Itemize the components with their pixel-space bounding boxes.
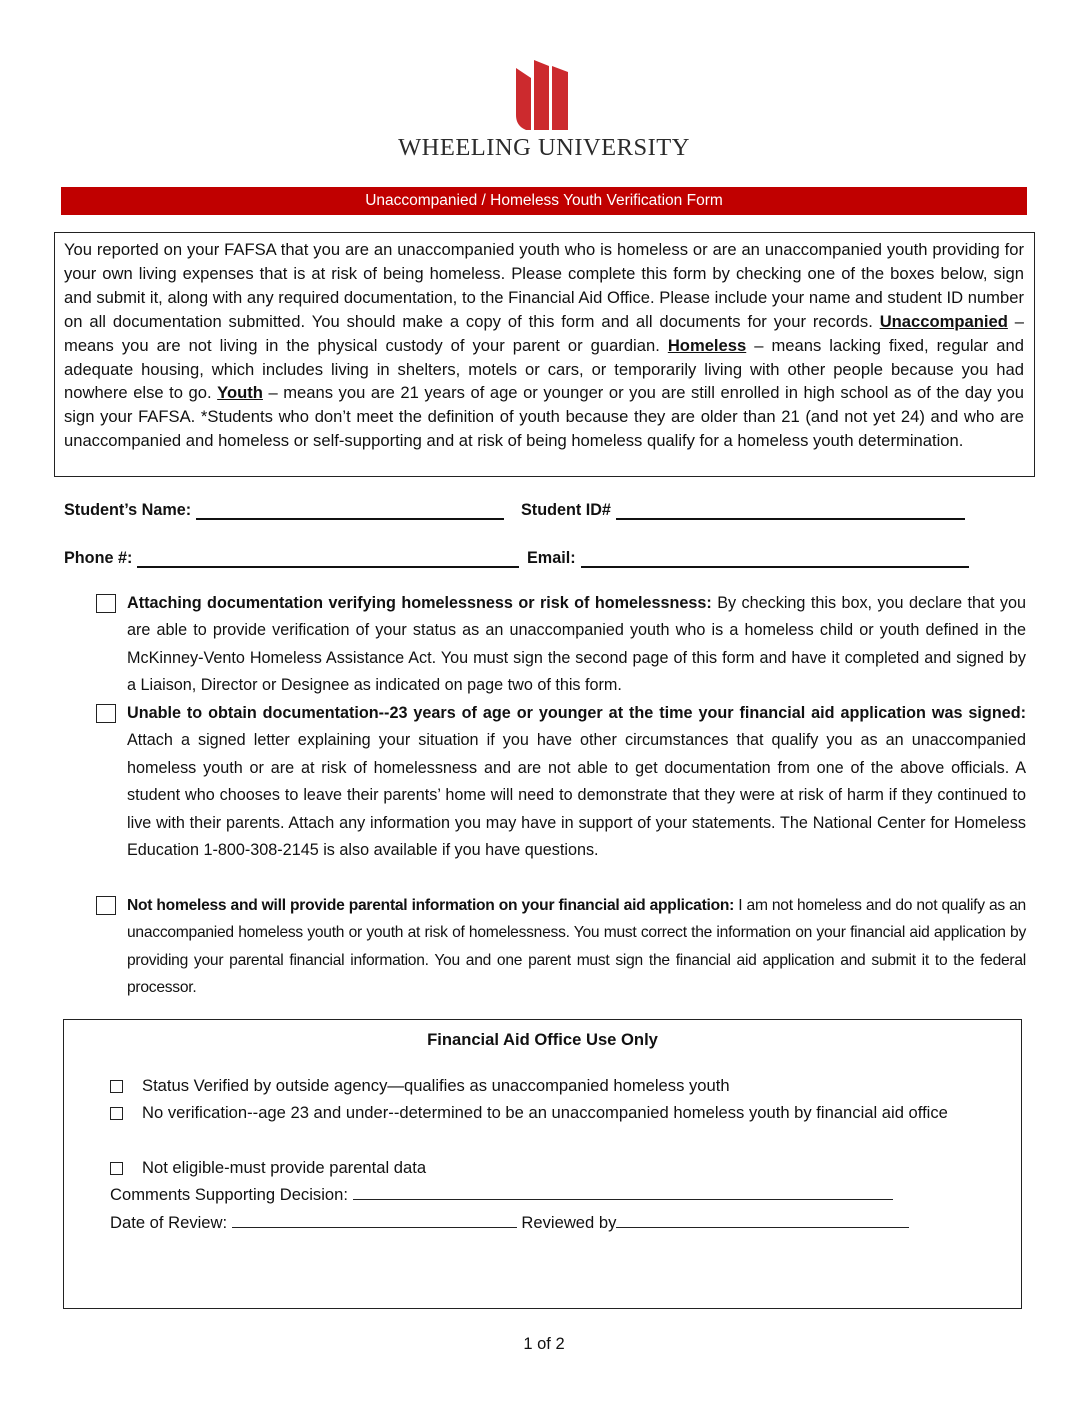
- office-item-label: Not eligible-must provide parental data: [142, 1158, 427, 1177]
- option-not-homeless: [96, 892, 1026, 1002]
- option-body: By checking this box, you declare that you are able to provide verification of your status as an unaccompanied youth who is a homeless child or youth defined in the McKinney-Vento Homeless Assistance Act. You must sign the second page of this form and have it completed and signed by a Liaison, Director or Designee as indicated on page two of this form.: [127, 594, 1026, 695]
- option-unable-to-obtain-documentation: [96, 700, 1026, 864]
- student-name-input[interactable]: [196, 502, 504, 520]
- option-text: [127, 700, 1026, 864]
- attach-documentation-checkbox[interactable]: [96, 594, 116, 613]
- option-body: I am not homeless and do not qualify as an unaccompanied homeless youth or youth at risk of homelessness. You must correct the information on your financial aid application by providing your parental financial information. You and one parent must sign the financial aid application and submit it to the federal processor.: [127, 897, 1026, 997]
- no-verification-checkbox[interactable]: [110, 1107, 123, 1120]
- date-of-review-input[interactable]: [232, 1211, 517, 1228]
- student-name-field: [64, 500, 504, 520]
- option-heading: Attaching documentation verifying homelessness or risk of homelessness:: [127, 594, 712, 612]
- comments-label: Comments Supporting Decision:: [110, 1185, 348, 1204]
- student-name-label: Student’s Name:: [64, 501, 192, 519]
- page-indicator: 1 of 2: [523, 1335, 565, 1353]
- email-input[interactable]: [581, 550, 969, 568]
- phone-label: Phone #:: [64, 549, 133, 567]
- student-id-field: [521, 500, 965, 520]
- office-item-not-eligible: [110, 1154, 982, 1181]
- office-item-no-verification: [110, 1099, 982, 1126]
- financial-aid-office-box: [63, 1019, 1022, 1309]
- email-label: Email:: [527, 549, 576, 567]
- student-id-input[interactable]: [616, 502, 965, 520]
- term-youth: Youth: [217, 383, 263, 403]
- unable-documentation-checkbox[interactable]: [96, 704, 116, 723]
- option-attach-documentation: [96, 590, 1026, 700]
- option-heading: Unable to obtain documentation--23 years of age or younger at the time your financial aid application was signed:: [127, 704, 1026, 722]
- definition-unaccompanied: – means you are not living in the physical custody of your parent or guardian.: [64, 311, 1024, 355]
- phone-input[interactable]: [137, 550, 519, 568]
- form-title-banner: Unaccompanied / Homeless Youth Verification Form: [61, 187, 1027, 215]
- reviewed-by-label: Reviewed by: [521, 1213, 617, 1232]
- office-item-label: No verification--age 23 and under--determined to be an unaccompanied homeless youth by financial aid office: [142, 1103, 948, 1122]
- instructions-box: [54, 232, 1035, 477]
- definition-youth: – means you are 21 years of age or younger or you are still enrolled in high school as of the day you sign your FAFSA. *Students who don’t meet the definition of youth because they are older than 21 (and not yet 24) and who are unaccompanied and homeless or self-supporting and at risk of being homeless qualify for a homeless youth determination.: [64, 383, 1024, 451]
- option-heading: Not homeless and will provide parental information on your financial aid application:: [127, 897, 735, 914]
- university-wordmark: WHEELING UNIVERSITY: [398, 134, 690, 161]
- comments-input[interactable]: [353, 1183, 893, 1200]
- not-homeless-checkbox[interactable]: [96, 896, 116, 915]
- status-verified-checkbox[interactable]: [110, 1080, 123, 1093]
- instructions-text: [64, 238, 1024, 453]
- reviewed-by-input[interactable]: [616, 1211, 909, 1228]
- date-of-review-label: Date of Review:: [110, 1213, 228, 1232]
- option-text: [127, 590, 1026, 700]
- instructions-intro: You reported on your FAFSA that you are an unaccompanied youth who is homeless or are an unaccompanied youth providing for your own living expenses that is at risk of being homeless. Please complete this form by checking one of the boxes below, sign and submit it, along with any required documentation, to the Financial Aid Office. Please include your name and student ID number on all documentation submitted. You should make a copy of this form and all documents for your records.: [64, 240, 1024, 331]
- option-text: [127, 892, 1026, 1002]
- definition-homeless: – means lacking fixed, regular and adequate housing, which includes living in shelters, motels or cars, or temporarily living with other people because you had nowhere else to go.: [64, 335, 1024, 403]
- not-eligible-checkbox[interactable]: [110, 1162, 123, 1175]
- review-row: [110, 1209, 909, 1236]
- university-logo: [388, 60, 700, 164]
- option-body: Attach a signed letter explaining your situation if you have other circumstances that qualify you as an unaccompanied homeless youth or are at risk of homelessness and are not able to get documentation from one of the above officials. A student who chooses to leave their parents’ home will need to demonstrate that they were at risk of harm if they continued to live with their parents. Attach any information you may have in support of your statements. The National Center for Homeless Education 1-800-308-2145 is also available if you have questions.: [127, 731, 1026, 860]
- university-logo-mark-icon: [514, 60, 574, 130]
- office-item-status-verified: [110, 1072, 982, 1099]
- term-homeless: Homeless: [667, 335, 747, 355]
- student-id-label: Student ID#: [521, 501, 611, 519]
- office-use-title: Financial Aid Office Use Only: [427, 1030, 658, 1049]
- phone-field: [64, 548, 519, 568]
- term-unaccompanied: Unaccompanied: [879, 311, 1008, 331]
- comments-row: [110, 1181, 893, 1208]
- office-item-label: Status Verified by outside agency—qualifies as unaccompanied homeless youth: [142, 1076, 730, 1095]
- email-field: [527, 548, 969, 568]
